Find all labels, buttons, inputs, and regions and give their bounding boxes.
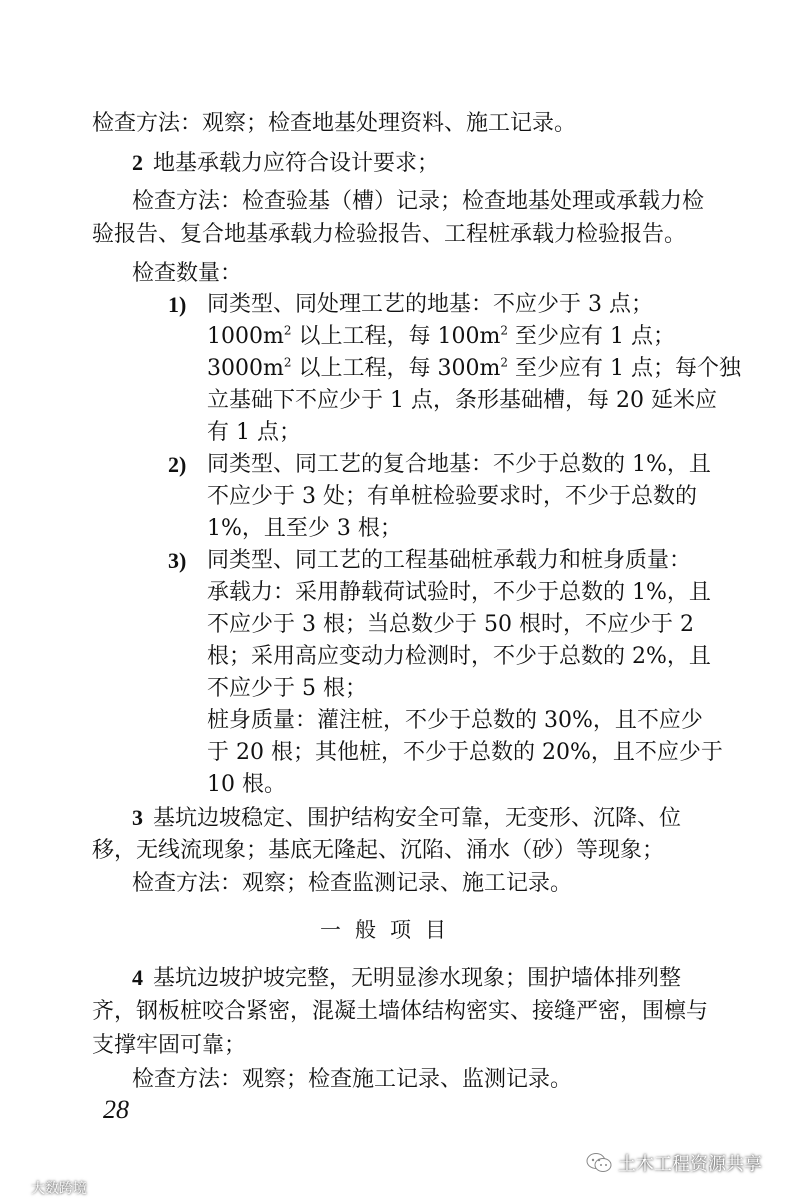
paragraph-line: 检查方法：检查验基（槽）记录；检查地基处理或承载力检 (132, 189, 705, 214)
paragraph-line: 齐，钢板桩咬合紧密，混凝土墙体结构密实、接缝严密，围檩与 (92, 999, 709, 1024)
list-item-number: 3) (168, 548, 187, 573)
list-item-line: 根；采用高应变动力检测时，不少于总数的 2%，且 (207, 644, 711, 669)
paragraph-line: 验报告、复合地基承载力检验报告、工程桩承载力检验报告。 (92, 222, 687, 247)
inspection-method-line: 检查方法：观察；检查监测记录、施工记录。 (132, 871, 573, 896)
list-item-line: 1%，且至少 3 根； (207, 516, 402, 541)
watermark-left-text: 大数跨境 (31, 1180, 87, 1196)
watermark-left (8, 1178, 87, 1198)
list-item-line: $3000m^2$ 以上工程，每 $300m^2$ 至少应有 1 点；每个独 (207, 355, 741, 381)
inspection-method-line: 检查方法：观察；检查地基处理资料、施工记录。 (92, 111, 577, 136)
page-number: 28 (103, 1095, 129, 1124)
list-item-number: 1) (168, 292, 187, 317)
watermark-right (586, 1150, 762, 1176)
clause-3 (132, 802, 681, 835)
clause-2 (132, 147, 439, 180)
clause-number: 2 (132, 150, 143, 175)
paragraph-line: 支撑牢固可靠； (92, 1033, 247, 1058)
list-item-line: 立基础下不应少于 1 点，条形基础槽，每 20 延米应 (207, 388, 717, 413)
inspection-method-line: 检查方法：观察；检查施工记录、监测记录。 (132, 1067, 573, 1092)
wechat-icon (586, 1152, 612, 1174)
list-item-line: 于 20 根；其他桩，不少于总数的 20%，且不应少于 (207, 740, 723, 765)
list-item-line: 承载力：采用静载荷试验时，不少于总数的 1%，且 (207, 580, 711, 605)
clause-text: 基坑边坡护坡完整，无明显渗水现象；围护墙体排列整 (153, 966, 682, 991)
list-item-line: 同类型、同处理工艺的地基：不应少于 3 点； (207, 292, 653, 317)
inspection-quantity-label: 检查数量： (132, 261, 243, 286)
list-item-line: 同类型、同工艺的复合地基：不少于总数的 1%，且 (207, 452, 711, 477)
clause-number: 4 (132, 965, 143, 990)
list-item-number: 2) (168, 452, 187, 477)
list-item-line: 同类型、同工艺的工程基础桩承载力和桩身质量： (207, 548, 692, 573)
watermark-right-text: 土木工程资源共享 (618, 1154, 762, 1175)
clause-4 (132, 962, 681, 995)
clause-text: 地基承载力应符合设计要求； (153, 151, 440, 176)
section-title: 一般项目 (320, 918, 460, 942)
watermark-badge-icon (8, 1179, 28, 1195)
paragraph-line: 移，无线流现象；基底无隆起、沉陷、涌水（砂）等现象； (92, 838, 665, 863)
list-item-line: 不应少于 3 根；当总数少于 50 根时，不应少于 2 (207, 612, 694, 637)
list-item-line: 有 1 点； (207, 420, 301, 445)
list-item-line: 不应少于 3 处；有单桩检验要求时，不少于总数的 (207, 484, 697, 509)
list-item-line: $1000m^2$ 以上工程，每 $100m^2$ 至少应有 1 点； (207, 323, 675, 349)
list-item-line: 10 根。 (207, 772, 286, 797)
list-item-line: 桩身质量：灌注桩，不少于总数的 30%，且不应少 (207, 708, 703, 733)
clause-text: 基坑边坡稳定、围护结构安全可靠，无变形、沉降、位 (153, 806, 682, 831)
list-item-line: 不应少于 5 根； (207, 676, 367, 701)
clause-number: 3 (132, 805, 143, 830)
